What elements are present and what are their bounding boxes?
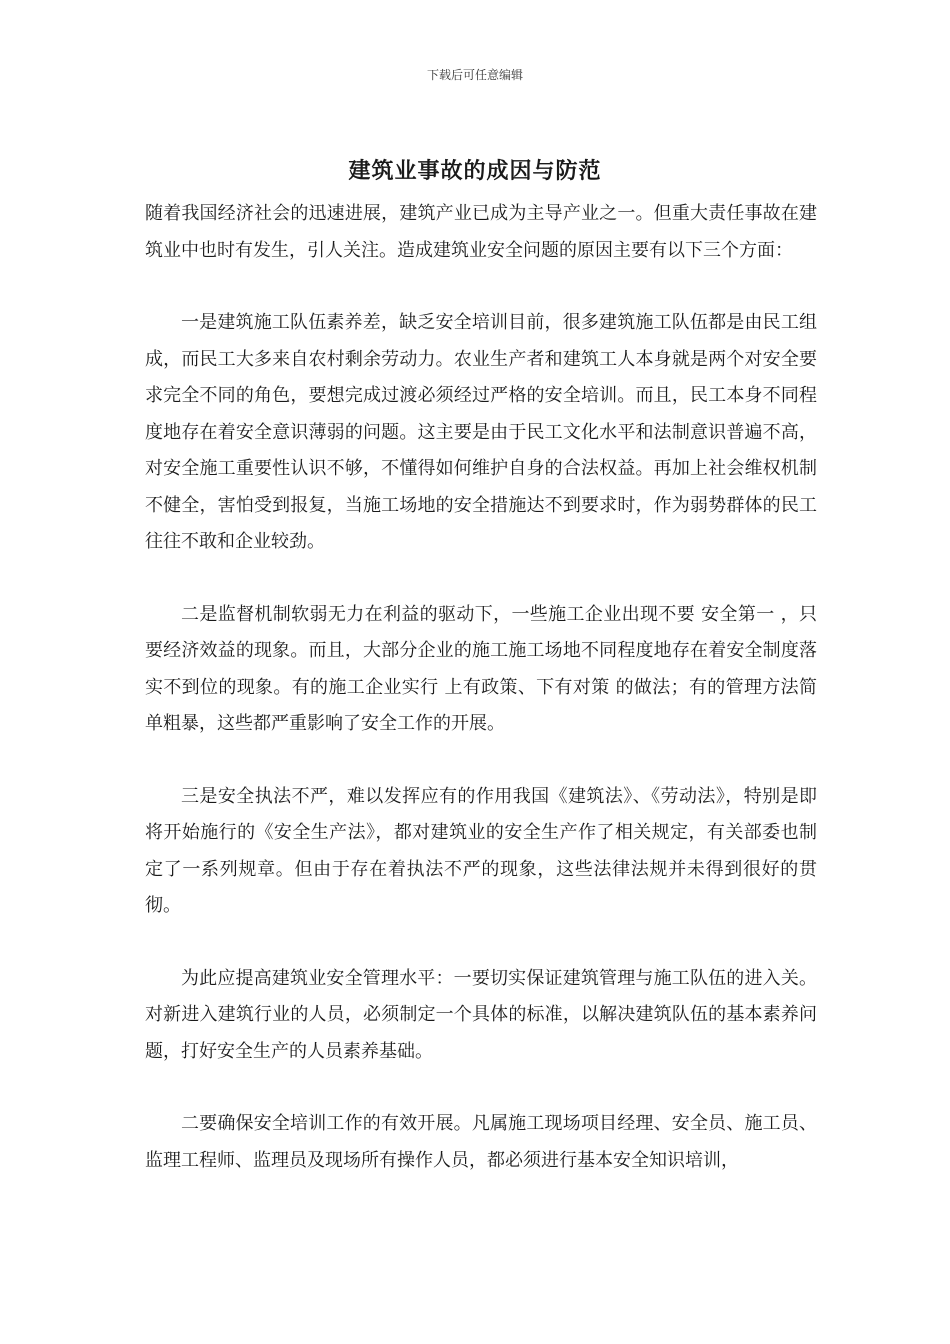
document-body: [145, 196, 817, 1179]
paragraph-measure-one: 为此应提高建筑业安全管理水平：一要切实保证建筑管理与施工队伍的进入关。对新进入建筑行业的人员，必须制定一个具体的标准，以解决建筑队伍的基本素养问题，打好安全生产的人员素养基础。: [145, 967, 817, 1062]
paragraph-reason-three: 三是安全执法不严，难以发挥应有的作用我国《建筑法》、《劳动法》，特别是即将开始施行的《安全生产法》，都对建筑业的安全生产作了相关规定，有关部委也制定了一系列规章。但由于存在着执法不严的现象，这些法律法规并未得到很好的贯彻。: [145, 785, 817, 916]
paragraph-intro: 随着我国经济社会的迅速进展，建筑产业已成为主导产业之一。但重大责任事故在建筑业中也时有发生，引人关注。造成建筑业安全问题的原因主要有以下三个方面：: [145, 203, 817, 261]
paragraph-gap: [145, 561, 817, 597]
paragraph-measure-two: 二要确保安全培训工作的有效开展。凡属施工现场项目经理、安全员、施工员、监理工程师、监理员及现场所有操作人员，都必须进行基本安全知识培训，: [145, 1113, 817, 1171]
paragraph-gap: [145, 925, 817, 961]
paragraph-reason-one: 一是建筑施工队伍素养差，缺乏安全培训目前，很多建筑施工队伍都是由民工组成，而民工大多来自农村剩余劳动力。农业生产者和建筑工人本身就是两个对安全要求完全不同的角色，要想完成过渡必须经过严格的安全培训。而且，民工本身不同程度地存在着安全意识薄弱的问题。这主要是由于民工文化水平和法制意识普遍不高，对安全施工重要性认识不够，不懂得如何维护自身的合法权益。再加上社会维权机制不健全，害怕受到报复，当施工场地的安全措施达不到要求时，作为弱势群体的民工往往不敢和企业较劲。: [145, 312, 817, 552]
document-title: 建筑业事故的成因与防范: [348, 158, 602, 184]
paragraph-gap: [145, 743, 817, 779]
paragraph-gap: [145, 269, 817, 305]
header-note: 下载后可任意编辑: [426, 68, 523, 82]
paragraph-reason-two: 二是监督机制软弱无力在利益的驱动下，一些施工企业出现不要 安全第一 ，只要经济效益的现象。而且，大部分企业的施工施工场地不同程度地存在着安全制度落实不到位的现象。有的施工企业实行 上有政策、下有对策 的做法；有的管理方法简单粗暴，这些都严重影响了安全工作的开展。: [145, 603, 817, 734]
paragraph-gap: [145, 1070, 817, 1106]
